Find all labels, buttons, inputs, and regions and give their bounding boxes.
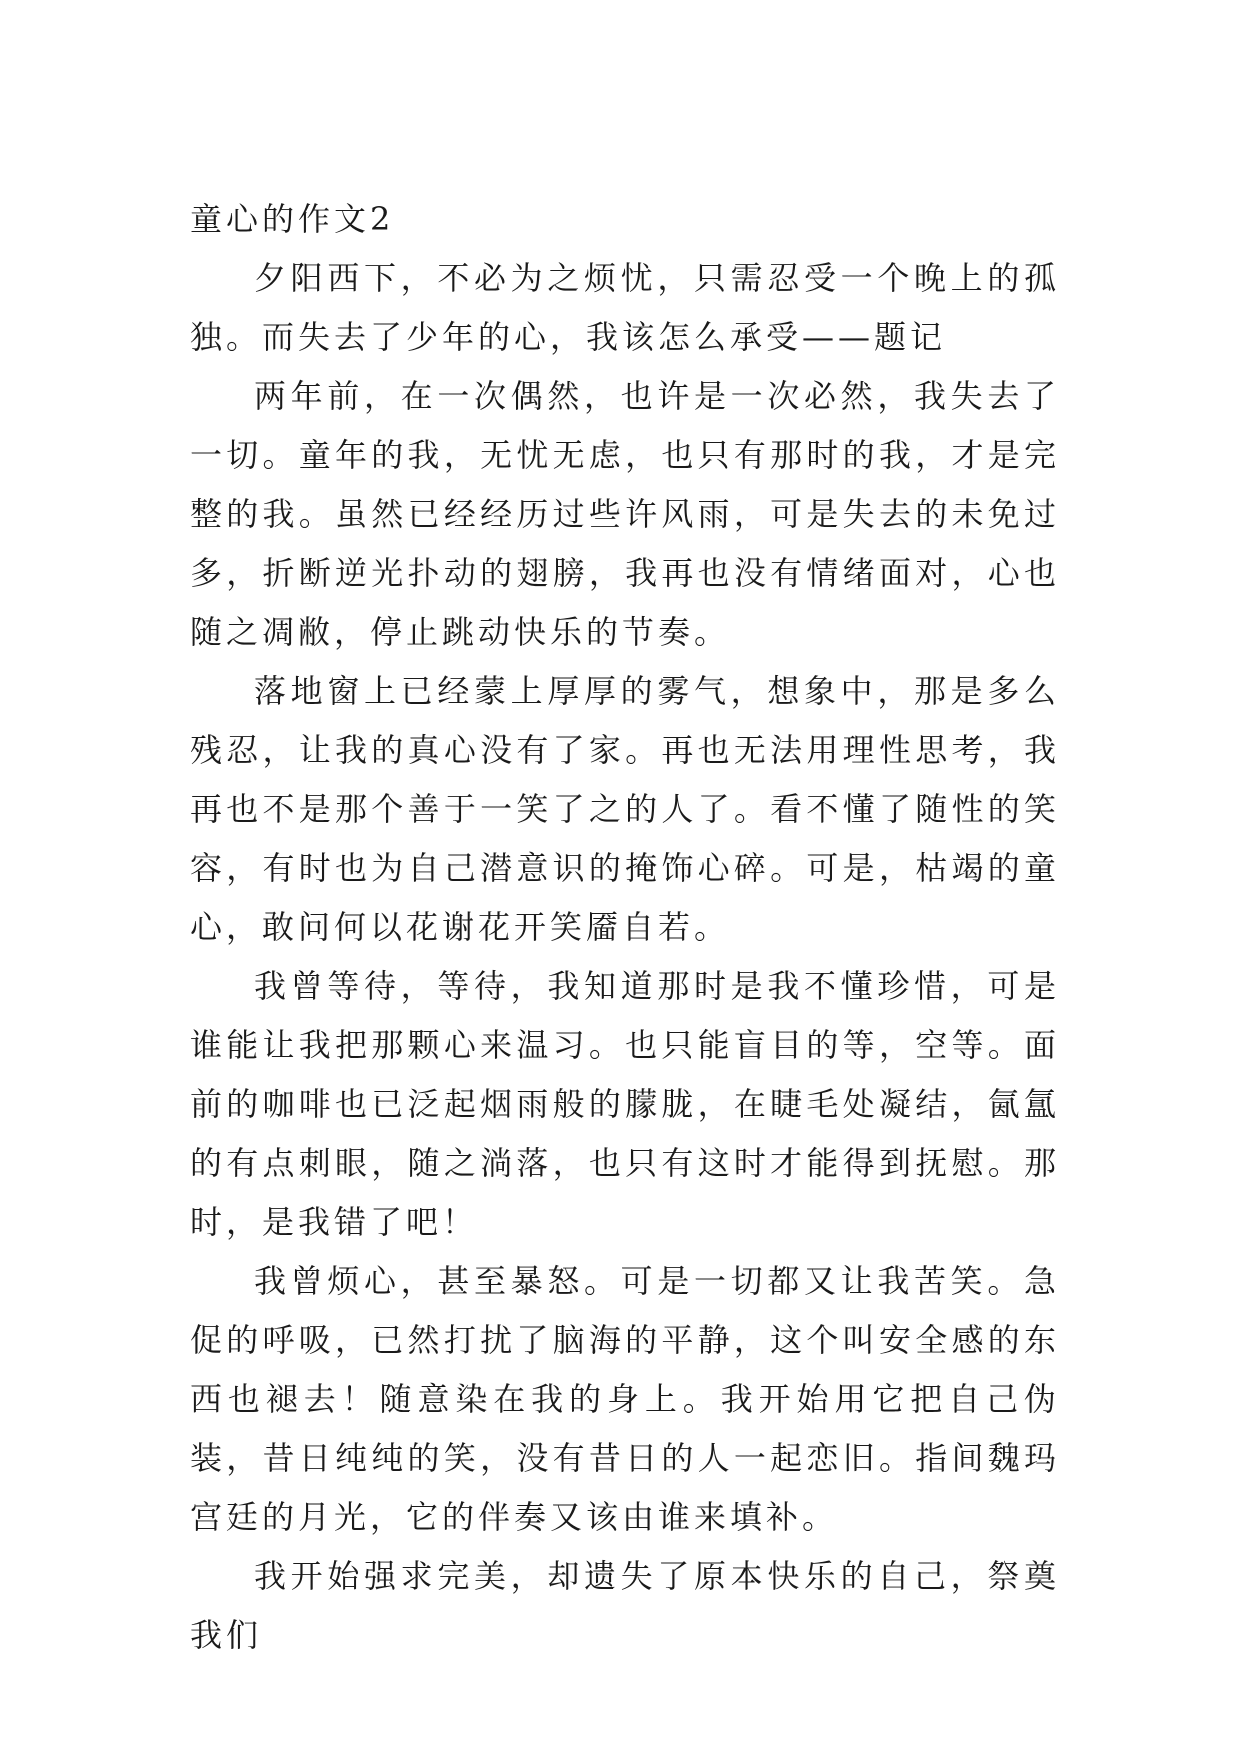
document-title: 童心的作文2 (190, 200, 395, 238)
paragraph: 我曾烦心，甚至暴怒。可是一切都又让我苦笑。急促的呼吸，已然打扰了脑海的平静，这个叫安全感的东西也褪去！随意染在我的身上。我开始用它把自己伪装，昔日纯纯的笑，没有昔日的人一起恋旧。指间魏玛宫廷的月光，它的伴奏又该由谁来填补。 (190, 1262, 1060, 1536)
paragraph-epigraph: 夕阳西下，不必为之烦忧，只需忍受一个晚上的孤独。而失去了少年的心，我该怎么承受——题记 (190, 259, 1060, 356)
paragraph: 两年前，在一次偶然，也许是一次必然，我失去了一切。童年的我，无忧无虑，也只有那时的我，才是完整的我。虽然已经经历过些许风雨，可是失去的未免过多，折断逆光扑动的翅膀，我再也没有情绪面对，心也随之凋敝，停止跳动快乐的节奏。 (190, 377, 1060, 651)
paragraph: 我开始强求完美，却遗失了原本快乐的自己，祭奠我们 (190, 1557, 1060, 1654)
paragraph: 落地窗上已经蒙上厚厚的雾气，想象中，那是多么残忍，让我的真心没有了家。再也无法用理性思考，我再也不是那个善于一笑了之的人了。看不懂了随性的笑容，有时也为自己潜意识的掩饰心碎。可是，枯竭的童心，敢问何以花谢花开笑靥自若。 (190, 672, 1060, 946)
paragraph: 我曾等待，等待，我知道那时是我不懂珍惜，可是谁能让我把那颗心来温习。也只能盲目的等，空等。面前的咖啡也已泛起烟雨般的朦胧，在睫毛处凝结，氤氲的有点刺眼，随之淌落，也只有这时才能得到抚慰。那时，是我错了吧！ (190, 967, 1060, 1241)
document-body (190, 190, 1060, 1665)
